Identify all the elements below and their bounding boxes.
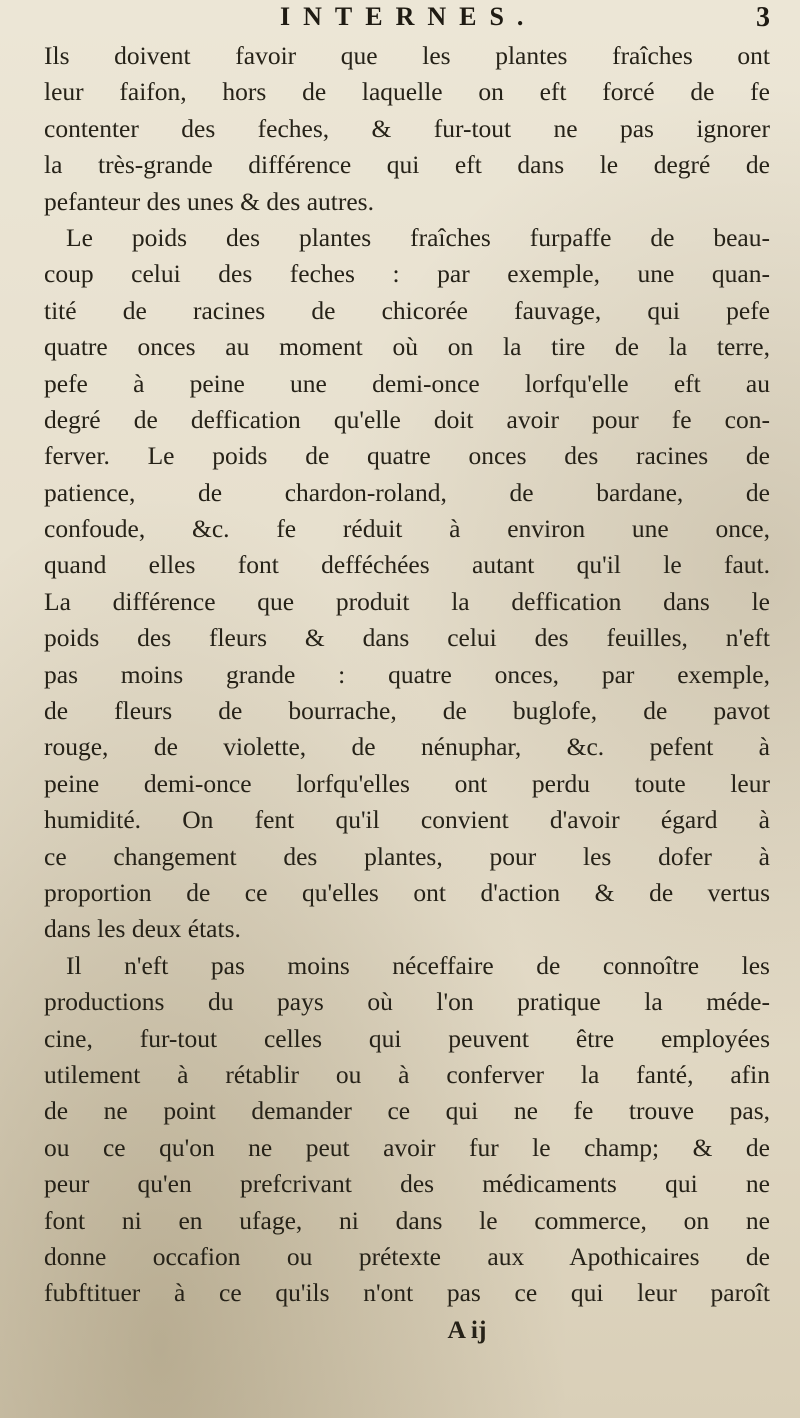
text-line: quand elles font defféchées autant qu'il le faut. xyxy=(44,550,770,580)
text-line: La différence que produit la deffication dans le xyxy=(44,586,770,616)
text-line: proportion de ce qu'elles ont d'action & de vertus xyxy=(44,877,770,907)
signature-mark: A ij xyxy=(447,1314,487,1344)
text-line: ou ce qu'on ne peut avoir fur le champ; & de xyxy=(44,1132,770,1162)
text-line: tité de racines de chicorée fauvage, qui pefe xyxy=(44,295,770,325)
text-line: fubftituer à ce qu'ils n'ont pas ce qui leur paroît xyxy=(44,1278,770,1308)
text-line: peine demi-once lorfqu'elles ont perdu toute leur xyxy=(44,768,770,798)
text-line: degré de deffication qu'elle doit avoir pour fe con- xyxy=(44,404,770,434)
body-text xyxy=(44,38,770,1348)
page-number: 3 xyxy=(756,2,770,33)
text-line: Il n'eft pas moins néceffaire de connoître les xyxy=(66,950,770,980)
text-line: humidité. On fent qu'il convient d'avoir égard à xyxy=(44,805,770,835)
page-header xyxy=(40,2,770,38)
text-line: de ne point demander ce qui ne fe trouve pas, xyxy=(44,1096,770,1126)
text-line: de fleurs de bourrache, de buglofe, de pavot xyxy=(44,696,770,726)
text-line: Le poids des plantes fraîches furpaffe de beau- xyxy=(66,222,770,252)
text-line: Ils doivent favoir que les plantes fraîches ont xyxy=(44,41,770,70)
text-line: font ni en ufage, ni dans le commerce, on ne xyxy=(44,1205,770,1235)
running-head: INTERNES. xyxy=(280,2,537,31)
text-line: pefanteur des unes & des autres. xyxy=(44,186,374,216)
text-line: confoude, &c. fe réduit à environ une once, xyxy=(44,514,770,544)
text-line: la très-grande différence qui eft dans le degré de xyxy=(44,150,770,180)
text-line: quatre onces au moment où on la tire de la terre, xyxy=(44,332,770,362)
text-line: pefe à peine une demi-once lorfqu'elle eft au xyxy=(44,368,770,398)
text-line: pas moins grande : quatre onces, par exemple, xyxy=(44,659,770,689)
text-line: cine, fur-tout celles qui peuvent être employées xyxy=(44,1023,770,1053)
text-line: utilement à rétablir ou à conferver la fanté, afin xyxy=(44,1059,770,1089)
text-line: patience, de chardon-roland, de bardane, de xyxy=(44,477,770,507)
text-line: coup celui des feches : par exemple, une quan- xyxy=(44,259,770,289)
text-line: poids des fleurs & dans celui des feuilles, n'eft xyxy=(44,623,770,653)
text-line: ce changement des plantes, pour les dofer à xyxy=(44,841,770,871)
text-line: ferver. Le poids de quatre onces des racines de xyxy=(44,441,770,471)
text-line: contenter des feches, & fur-tout ne pas ignorer xyxy=(44,113,770,143)
text-line: leur faifon, hors de laquelle on eft forcé de fe xyxy=(44,77,770,107)
text-line: donne occafion ou prétexte aux Apothicaires de xyxy=(44,1241,770,1271)
text-line: rouge, de violette, de nénuphar, &c. pefent à xyxy=(44,732,770,762)
text-line: peur qu'en prefcrivant des médicaments qui ne xyxy=(44,1169,770,1199)
text-line: productions du pays où l'on pratique la méde- xyxy=(44,987,770,1017)
text-line: dans les deux états. xyxy=(44,914,241,944)
